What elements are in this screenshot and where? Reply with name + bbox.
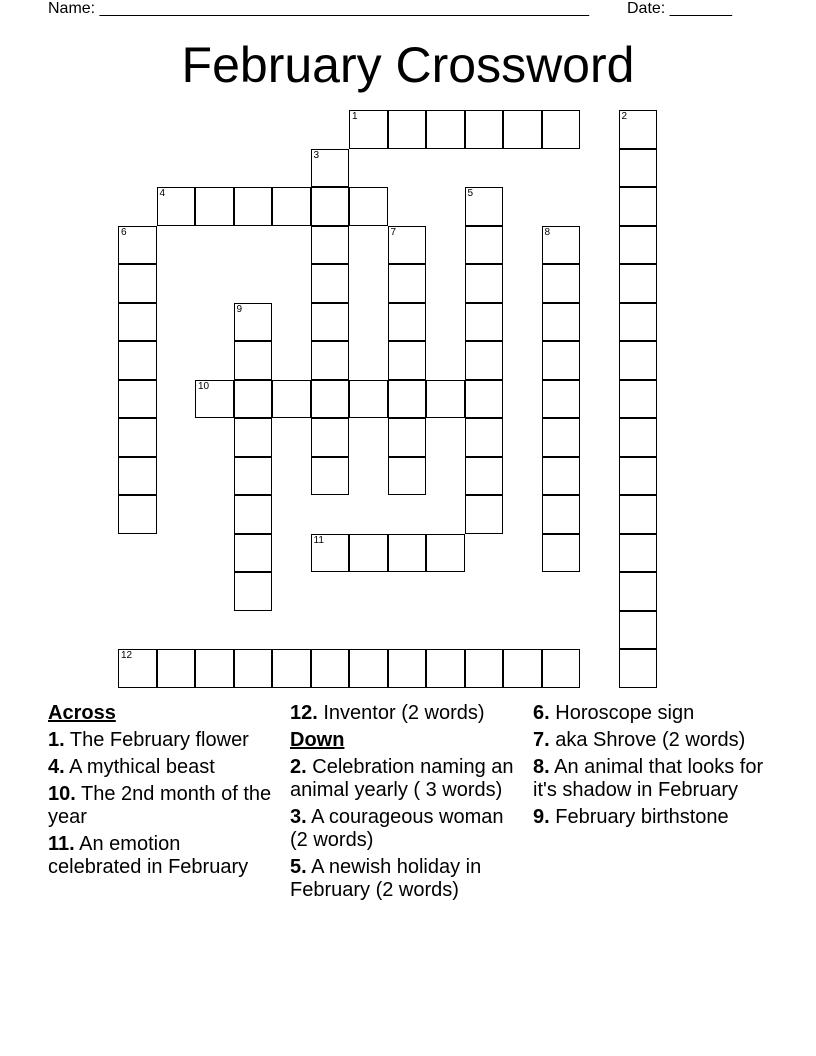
clue-number-label: 7 [390, 226, 397, 238]
grid-cell[interactable] [234, 457, 273, 496]
page-title: February Crossword [181, 37, 635, 93]
name-line: Name: _______________________________________________________ [48, 0, 589, 17]
grid-cell[interactable] [619, 303, 658, 342]
grid-cell[interactable] [349, 649, 388, 688]
clue-column-3 [533, 702, 773, 833]
grid-cell[interactable] [234, 341, 273, 380]
grid-cell[interactable] [157, 187, 196, 226]
clue-number: 5. [290, 856, 307, 878]
grid-cell[interactable] [542, 110, 581, 149]
clue-number: 8. [533, 756, 550, 778]
grid-cell[interactable] [272, 380, 311, 419]
grid-cell[interactable] [349, 110, 388, 149]
grid-cell[interactable] [619, 341, 658, 380]
grid-cell[interactable] [503, 649, 542, 688]
grid-cell[interactable] [426, 380, 465, 419]
grid-cell[interactable] [465, 110, 504, 149]
clue-down-7 [533, 729, 773, 752]
grid-cell[interactable] [388, 264, 427, 303]
grid-cell[interactable] [311, 380, 350, 419]
grid-cell[interactable] [349, 534, 388, 573]
grid-cell[interactable] [234, 572, 273, 611]
clue-text: An animal that looks for it's shadow in February [533, 756, 764, 801]
clue-number: 11. [48, 833, 75, 855]
grid-cell[interactable] [234, 187, 273, 226]
grid-cell[interactable] [542, 303, 581, 342]
grid-cell[interactable] [426, 534, 465, 573]
grid-cell[interactable] [195, 649, 234, 688]
clue-number-label: 11 [313, 534, 324, 546]
grid-cell[interactable] [542, 534, 581, 573]
grid-cell[interactable] [619, 495, 658, 534]
grid-cell[interactable] [465, 380, 504, 419]
clue-number: 6. [533, 702, 550, 724]
clue-number-label: 6 [121, 226, 127, 238]
grid-cell[interactable] [311, 149, 350, 188]
grid-cell[interactable] [157, 649, 196, 688]
clue-number-label: 12 [121, 650, 133, 661]
grid-cell[interactable] [311, 649, 350, 688]
clue-down-9 [533, 806, 773, 829]
grid-cell[interactable] [118, 418, 157, 457]
clue-number-label: 2 [621, 111, 628, 122]
grid-cell[interactable] [542, 457, 581, 496]
clue-text: February birthstone [555, 806, 729, 828]
clue-column-2 [290, 702, 525, 906]
clue-number-label: 1 [352, 111, 358, 122]
clue-number-label: 8 [544, 226, 551, 238]
clue-text: Celebration naming an animal yearly ( 3 words) [290, 756, 514, 801]
grid-cell[interactable] [195, 380, 234, 419]
grid-cell[interactable] [619, 611, 658, 650]
grid-cell[interactable] [118, 303, 157, 342]
grid-cell[interactable] [118, 495, 157, 534]
grid-cell[interactable] [465, 303, 504, 342]
grid-cell[interactable] [311, 341, 350, 380]
grid-cell[interactable] [272, 187, 311, 226]
clue-number: 1. [48, 729, 65, 751]
clue-across-4 [48, 756, 278, 779]
grid-cell[interactable] [465, 187, 504, 226]
grid-cell[interactable] [195, 187, 234, 226]
grid-cell[interactable] [118, 264, 157, 303]
grid-cell[interactable] [619, 572, 658, 611]
grid-cell[interactable] [388, 341, 427, 380]
grid-cell[interactable] [272, 649, 311, 688]
grid-cell[interactable] [349, 380, 388, 419]
grid-cell[interactable] [388, 457, 427, 496]
grid-cell[interactable] [118, 341, 157, 380]
grid-cell[interactable] [118, 226, 157, 265]
grid-cell[interactable] [542, 649, 581, 688]
clue-number-label: 4 [159, 188, 166, 199]
clue-text: An emotion celebrated in February [48, 833, 249, 878]
grid-cell[interactable] [426, 649, 465, 688]
clue-number-label: 10 [198, 380, 210, 392]
clue-number-label: 9 [236, 303, 243, 315]
grid-cell[interactable] [542, 418, 581, 457]
grid-cell[interactable] [311, 226, 350, 265]
grid-cell[interactable] [465, 495, 504, 534]
grid-cell[interactable] [619, 380, 658, 419]
clue-across-11 [48, 833, 278, 879]
clue-number: 9. [533, 806, 550, 828]
grid-cell[interactable] [388, 110, 427, 149]
clue-column-1 [48, 702, 278, 883]
clue-down-2 [290, 756, 525, 802]
grid-cell[interactable] [465, 264, 504, 303]
grid-cell[interactable] [388, 649, 427, 688]
clue-text: Inventor (2 words) [323, 702, 485, 724]
clue-number: 7. [533, 729, 550, 751]
grid-cell[interactable] [426, 110, 465, 149]
grid-cell[interactable] [311, 534, 350, 573]
grid-cell[interactable] [619, 534, 658, 573]
grid-cell[interactable] [311, 264, 350, 303]
grid-cell[interactable] [465, 457, 504, 496]
clue-text: A mythical beast [69, 756, 215, 778]
grid-cell[interactable] [234, 303, 273, 342]
grid-cell[interactable] [234, 534, 273, 573]
grid-cell[interactable] [619, 187, 658, 226]
grid-cell[interactable] [619, 649, 658, 688]
across-heading: Across [48, 702, 116, 724]
clue-number-label: 3 [313, 149, 320, 161]
grid-cell[interactable] [118, 649, 157, 688]
clue-number: 3. [290, 806, 307, 828]
clue-down-3 [290, 806, 525, 852]
down-heading: Down [290, 729, 345, 751]
clue-text: The 2nd month of the year [48, 783, 272, 828]
grid-cell[interactable] [388, 418, 427, 457]
clue-text: A courageous woman (2 words) [290, 806, 504, 851]
grid-cell[interactable] [542, 495, 581, 534]
grid-cell[interactable] [311, 418, 350, 457]
grid-cell[interactable] [311, 303, 350, 342]
clue-text: A newish holiday in February (2 words) [290, 856, 482, 901]
grid-cell[interactable] [349, 187, 388, 226]
clue-text: The February flower [69, 729, 249, 751]
grid-cell[interactable] [619, 457, 658, 496]
grid-cell[interactable] [503, 110, 542, 149]
grid-cell[interactable] [234, 495, 273, 534]
grid-cell[interactable] [311, 457, 350, 496]
grid-cell[interactable] [388, 303, 427, 342]
clue-text: Horoscope sign [555, 702, 695, 724]
clue-down-5 [290, 856, 525, 902]
clue-text: aka Shrove (2 words) [555, 729, 746, 751]
grid-cell[interactable] [465, 649, 504, 688]
grid-cell[interactable] [311, 187, 350, 226]
grid-cell[interactable] [619, 264, 658, 303]
date-line: Date: _______ [627, 0, 732, 17]
grid-cell[interactable] [542, 264, 581, 303]
grid-cell[interactable] [234, 418, 273, 457]
grid-cell[interactable] [619, 149, 658, 188]
grid-cell[interactable] [118, 380, 157, 419]
clue-across-1 [48, 729, 278, 752]
grid-cell[interactable] [619, 418, 658, 457]
clue-number: 10. [48, 783, 76, 805]
grid-cell[interactable] [388, 534, 427, 573]
clue-across-10 [48, 783, 278, 829]
grid-cell[interactable] [388, 226, 427, 265]
grid-cell[interactable] [118, 457, 157, 496]
grid-cell[interactable] [234, 649, 273, 688]
grid-cell[interactable] [542, 226, 581, 265]
grid-cell[interactable] [542, 341, 581, 380]
clue-number: 12. [290, 702, 318, 724]
clue-across-12 [290, 702, 525, 725]
clue-down-8 [533, 756, 773, 802]
grid-cell[interactable] [465, 226, 504, 265]
grid-cell[interactable] [619, 110, 658, 149]
clue-number: 4. [48, 756, 65, 778]
clue-number-label: 5 [467, 188, 474, 199]
grid-cell[interactable] [542, 380, 581, 419]
grid-cell[interactable] [234, 380, 273, 419]
grid-cell[interactable] [388, 380, 427, 419]
grid-cell[interactable] [465, 418, 504, 457]
clue-number: 2. [290, 756, 307, 778]
grid-cell[interactable] [619, 226, 658, 265]
grid-cell[interactable] [465, 341, 504, 380]
clue-down-6 [533, 702, 773, 725]
